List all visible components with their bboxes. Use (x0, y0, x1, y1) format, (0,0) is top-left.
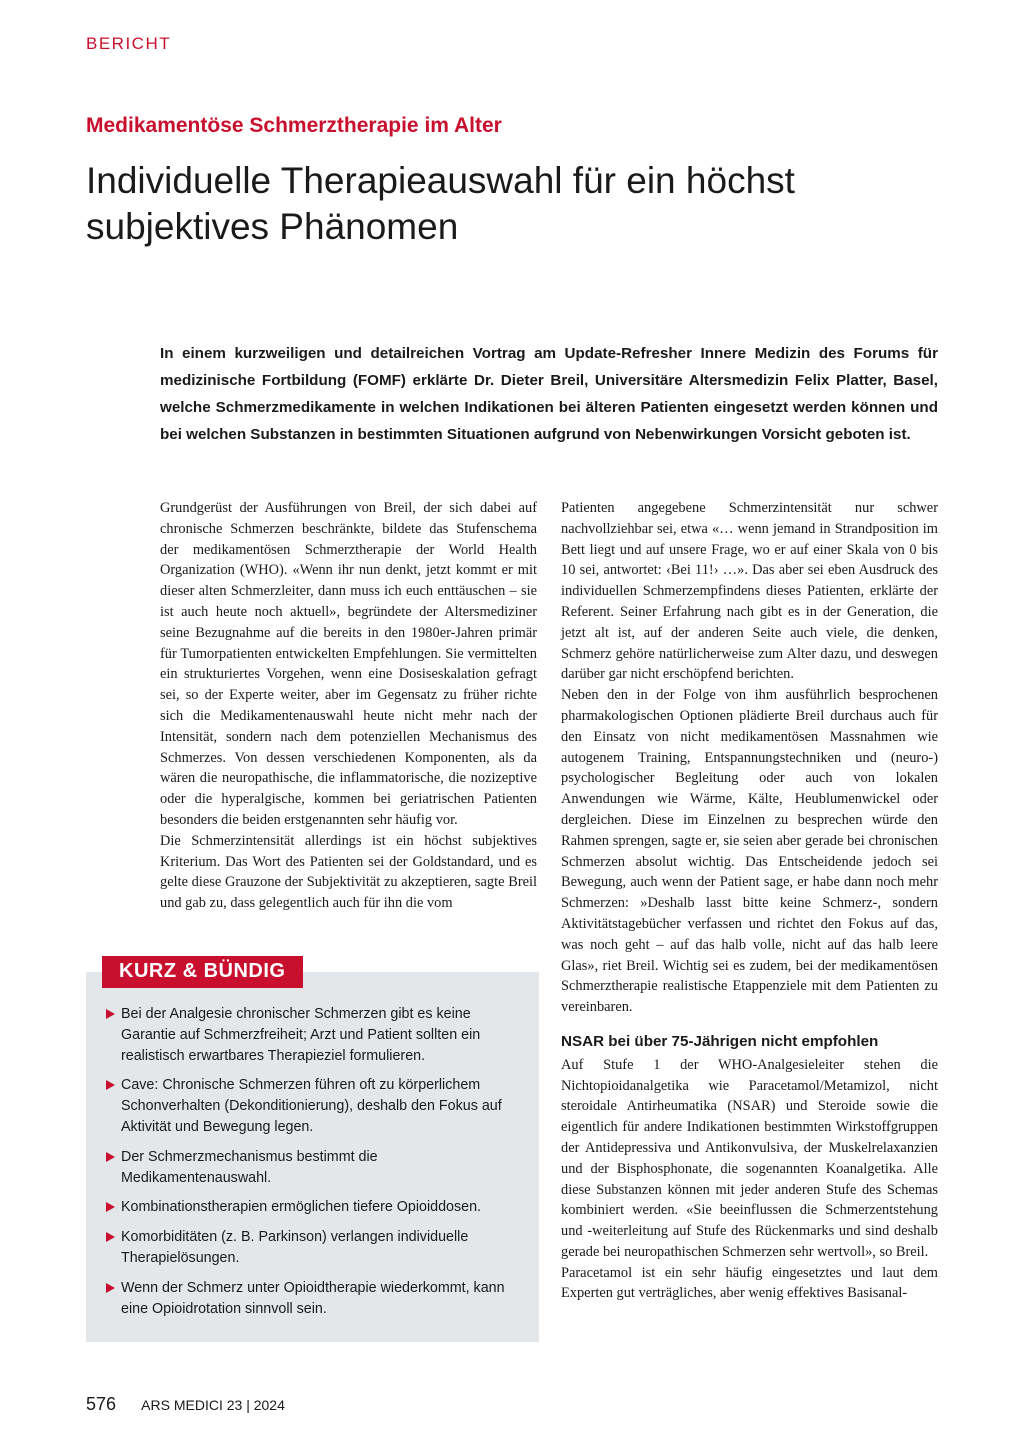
summary-item-text: Der Schmerzmechanismus bestimmt die Medikamentenauswahl. (121, 1148, 378, 1186)
summary-item-text: Cave: Chronische Schmerzen führen oft zu körperlichem Schonverhalten (Dekonditionierung), deshalb den Fokus auf Aktivität und Bewegung legen. (121, 1077, 502, 1135)
article-kicker: Medikamentöse Schmerztherapie im Alter (86, 114, 502, 137)
summary-item-text: Kombinationstherapien ermöglichen tiefere Opioiddosen. (121, 1199, 482, 1216)
triangle-bullet-icon (106, 1283, 115, 1293)
triangle-bullet-icon (106, 1152, 115, 1162)
body-paragraph: Neben den in der Folge von ihm ausführlich besprochenen pharmakologischen Optionen plädierte Breil durchaus auch für den Einsatz von nicht medikamentösen Massnahmen wie autogenem Training, Entspannungstechniken und (neuro-) psychologischer Begleitung oder auch von lokalen Anwendungen wie Wärme, Kälte, Heublumenwickel oder dergleichen. Diese im Einzelnen zu besprechen würde den Rahmen sprengen, sagte er, sie seien aber gerade bei chronischen Schmerzen absolut wichtig. Das Entscheidende jedoch sei Bewegung, auch wenn der Patient sage, er habe dann noch mehr Schmerzen: »Deshalb lasst bitte keine Schmerz-, sondern Aktivitätstagebücher verfassen und richtet den Fokus auf das, was noch geht – auf das halb volle, nicht auf das halb leere Glas», riet Breil. Wichtig sei es zudem, bei der medikamentösen Schmerztherapie realistische Etappenziele mit dem Patienten zu vereinbaren. (561, 687, 938, 1016)
page-footer (86, 1394, 285, 1415)
right-column (561, 498, 938, 1304)
body-paragraph: Paracetamol ist ein sehr häufig eingesetztes und laut dem Experten gut verträgliches, aber wenig effektives Basisanal- (561, 1264, 938, 1302)
section-subheading: NSAR bei über 75-Jährigen nicht empfohlen (561, 1032, 879, 1050)
summary-box-title: KURZ & BÜNDIG (102, 956, 303, 988)
triangle-bullet-icon (106, 1202, 115, 1212)
summary-item (106, 1004, 523, 1066)
summary-item (106, 1075, 523, 1137)
summary-box (86, 972, 539, 1342)
summary-item (106, 1278, 523, 1320)
body-paragraph: Grundgerüst der Ausführungen von Breil, der sich dabei auf chronische Schmerzen beschränkte, bildete das Stufenschema der medikamentösen Schmerztherapie der World Health Organization (WHO). «Wenn ihr nun denkt, jetzt kommt er mit dieser alten Schmerzleiter, dann muss ich euch enttäuschen – sie ist auch heute noch aktuell», begründete der Altersmediziner seine Bezugnahme auf die bereits in den 1980er-Jahren primär für Tumorpatienten entwickelten Empfehlungen. Sie vermittelten ein strukturiertes Vorgehen, wenn eine Dosiseskalation gefragt sei, so der Experte weiter, aber im Gegensatz zu früher richte sich die Medikamentenauswahl heute nicht mehr nach der Intensität, sondern nach dem potenziellen Mechanismus des Schmerzes. Von dessen verschiedenen Komponenten, als da wären die neuropathische, die inflammatorische, die nozizeptive oder die hyperalgische, kommen bei geriatrischen Patienten besonders die beiden erstgenannten sehr häufig vor. (160, 500, 537, 828)
summary-list (86, 972, 539, 1319)
triangle-bullet-icon (106, 1080, 115, 1090)
summary-item-text: Komorbiditäten (z. B. Parkinson) verlangen individuelle Therapielösungen. (121, 1229, 469, 1266)
body-paragraph: Auf Stufe 1 der WHO-Analgesieleiter stehen die Nichtopioidanalgetika wie Paracetamol/Metamizol, nicht steroidale Antirheumatika (NSAR) und Steroide sowie die eigentlich für andere Indikationen bestimmten Wirkstoffgruppen der Antidepressiva und Antikonvulsiva, der Muskelrelaxanzien und der Bisphosphonate, die sogenannten Koanalgetika. Alle diese Substanzen können mit jeder anderen Stufe des Schemas kombiniert werden. «Sie beeinflussen die Schmerzentstehung und -weiterleitung auf Stufe des Rückenmarks und sind deshalb gerade bei neuropathischen Schmerzen sehr wertvoll», so Breil. (561, 1056, 938, 1260)
journal-issue: ARS MEDICI 23 | 2024 (141, 1397, 285, 1413)
summary-item-text: Bei der Analgesie chronischer Schmerzen gibt es keine Garantie auf Schmerzfreiheit; Arzt und Patient sollten ein realistisch erwartbares Therapieziel formulieren. (121, 1006, 481, 1064)
page-number: 576 (86, 1394, 117, 1414)
body-paragraph: Patienten angegebene Schmerzintensität nur schwer nachvollziehbar sei, etwa «… wenn jemand in Strandposition im Bett liegt und auf unsere Frage, wo er auf einer Skala von 0 bis 10 sei, antwortet: ‹Bei 11!› …». Das aber sei eben Ausdruck des individuellen Schmerzempfindens dieses Patienten, erklärte der Referent. Seiner Erfahrung nach gibt es in der Generation, die jetzt alt ist, auf der anderen Seite auch viele, die denken, Schmerz gehöre natürlicherweise zum Alter dazu, und deswegen darüber gar nicht erschöpfend berichten. (561, 500, 938, 683)
body-paragraph: Die Schmerzintensität allerdings ist ein höchst subjektives Kriterium. Das Wort des Patienten sei der Goldstandard, und es gelte diese Grauzone der Subjektivität zu akzeptieren, sagte Breil und gab zu, dass gelegentlich auch für ihn die vom (160, 832, 537, 912)
triangle-bullet-icon (106, 1232, 115, 1242)
summary-item-text: Wenn der Schmerz unter Opioidtherapie wiederkommt, kann eine Opioidrotation sinnvoll sein. (121, 1279, 505, 1317)
summary-item (106, 1197, 523, 1218)
summary-item (106, 1147, 523, 1189)
section-label: BERICHT (86, 34, 172, 53)
triangle-bullet-icon (106, 1009, 115, 1019)
article-headline: Individuelle Therapieauswahl für ein höchst subjektives Phänomen (86, 160, 795, 247)
left-column (160, 498, 537, 914)
summary-item (106, 1227, 523, 1269)
article-lead: In einem kurzweiligen und detailreichen Vortrag am Update-Refresher Innere Medizin des Forums für medizinische Fortbildung (FOMF) erklärte Dr. Dieter Breil, Universitäre Altersmedizin Felix Platter, Basel, welche Schmerzmedikamente in welchen Indikationen bei älteren Patienten eingesetzt werden können und bei welchen Substanzen in bestimmten Situationen aufgrund von Nebenwirkungen Vorsicht geboten ist. (160, 345, 938, 443)
